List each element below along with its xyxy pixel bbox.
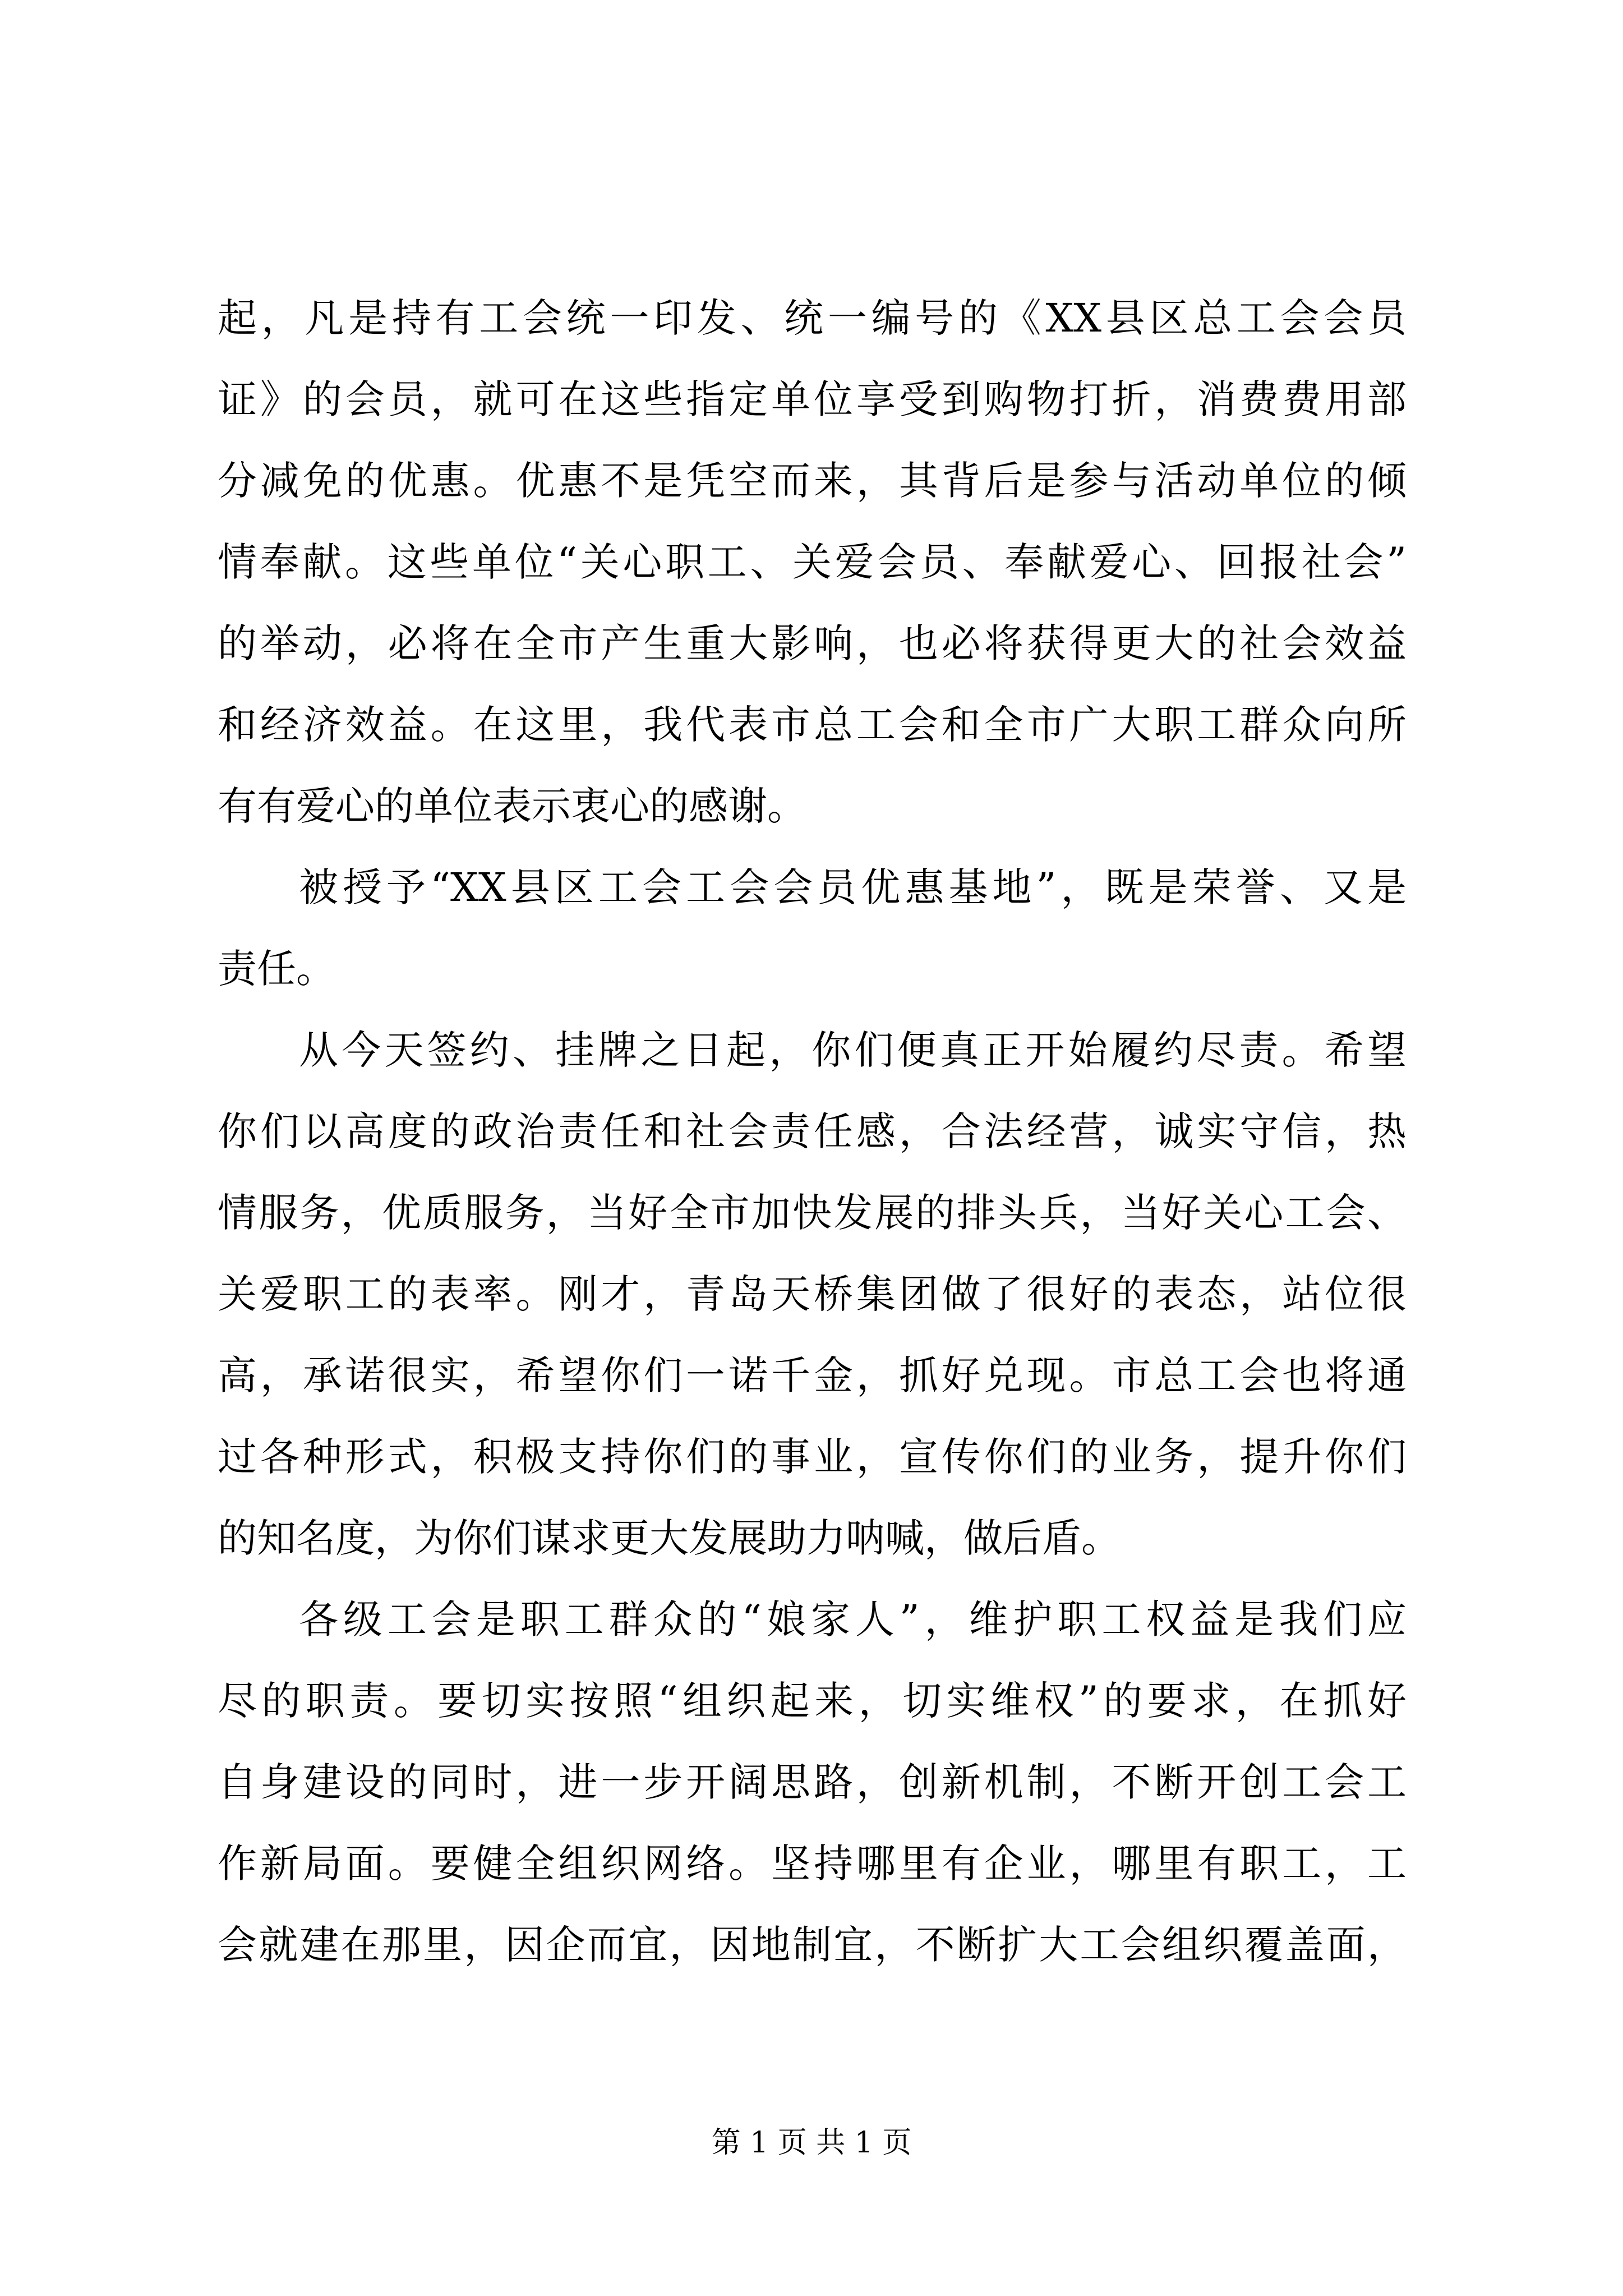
text-line: 责任。 xyxy=(218,946,335,992)
text-line: 高，承诺很实，希望你们一诺千金，抓好兑现。市总工会也将通 xyxy=(218,1352,1407,1398)
text-line: 自身建设的同时，进一步开阔思路，创新机制，不断开创工会工 xyxy=(218,1759,1407,1805)
text-line: 会就建在那里，因企而宜，因地制宜，不断扩大工会组织覆盖面， xyxy=(218,1922,1407,1968)
text-line: 从今天签约、挂牌之日起，你们便真正开始履约尽责。希望 xyxy=(299,1027,1407,1073)
text-line: 证》的会员，就可在这些指定单位享受到购物打折，消费费用部 xyxy=(218,376,1407,422)
text-line: 的知名度，为你们谋求更大发展助力呐喊，做后盾。 xyxy=(218,1515,1121,1561)
text-line: 起，凡是持有工会统一印发、统一编号的《XX县区总工会会员 xyxy=(218,295,1407,341)
text-line: 的举动，必将在全市产生重大影响，也必将获得更大的社会效益 xyxy=(218,620,1407,666)
document-body xyxy=(218,278,1407,1986)
text-line: 分减免的优惠。优惠不是凭空而来，其背后是参与活动单位的倾 xyxy=(218,458,1407,504)
text-line: 各级工会是职工群众的“娘家人”，维护职工权益是我们应 xyxy=(299,1596,1407,1642)
text-line: 和经济效益。在这里，我代表市总工会和全市广大职工群众向所 xyxy=(218,702,1407,748)
text-line: 被授予“XX县区工会工会会员优惠基地”，既是荣誉、又是 xyxy=(299,864,1407,910)
text-line: 情奉献。这些单位“关心职工、关爱会员、奉献爱心、回报社会” xyxy=(218,539,1407,585)
text-line: 过各种形式，积极支持你们的事业，宣传你们的业务，提升你们 xyxy=(218,1434,1407,1480)
text-line: 尽的职责。要切实按照“组织起来，切实维权”的要求，在抓好 xyxy=(218,1678,1407,1724)
text-line: 关爱职工的表率。刚才，青岛天桥集团做了很好的表态，站位很 xyxy=(218,1271,1407,1317)
page-number-footer: 第 1 页 共 1 页 xyxy=(711,2126,912,2160)
text-line: 作新局面。要健全组织网络。坚持哪里有企业，哪里有职工，工 xyxy=(218,1841,1407,1887)
text-line: 有有爱心的单位表示衷心的感谢。 xyxy=(218,783,806,829)
text-line: 情服务，优质服务，当好全市加快发展的排头兵，当好关心工会、 xyxy=(218,1190,1407,1236)
text-line: 你们以高度的政治责任和社会责任感，合法经营，诚实守信，热 xyxy=(218,1108,1407,1154)
